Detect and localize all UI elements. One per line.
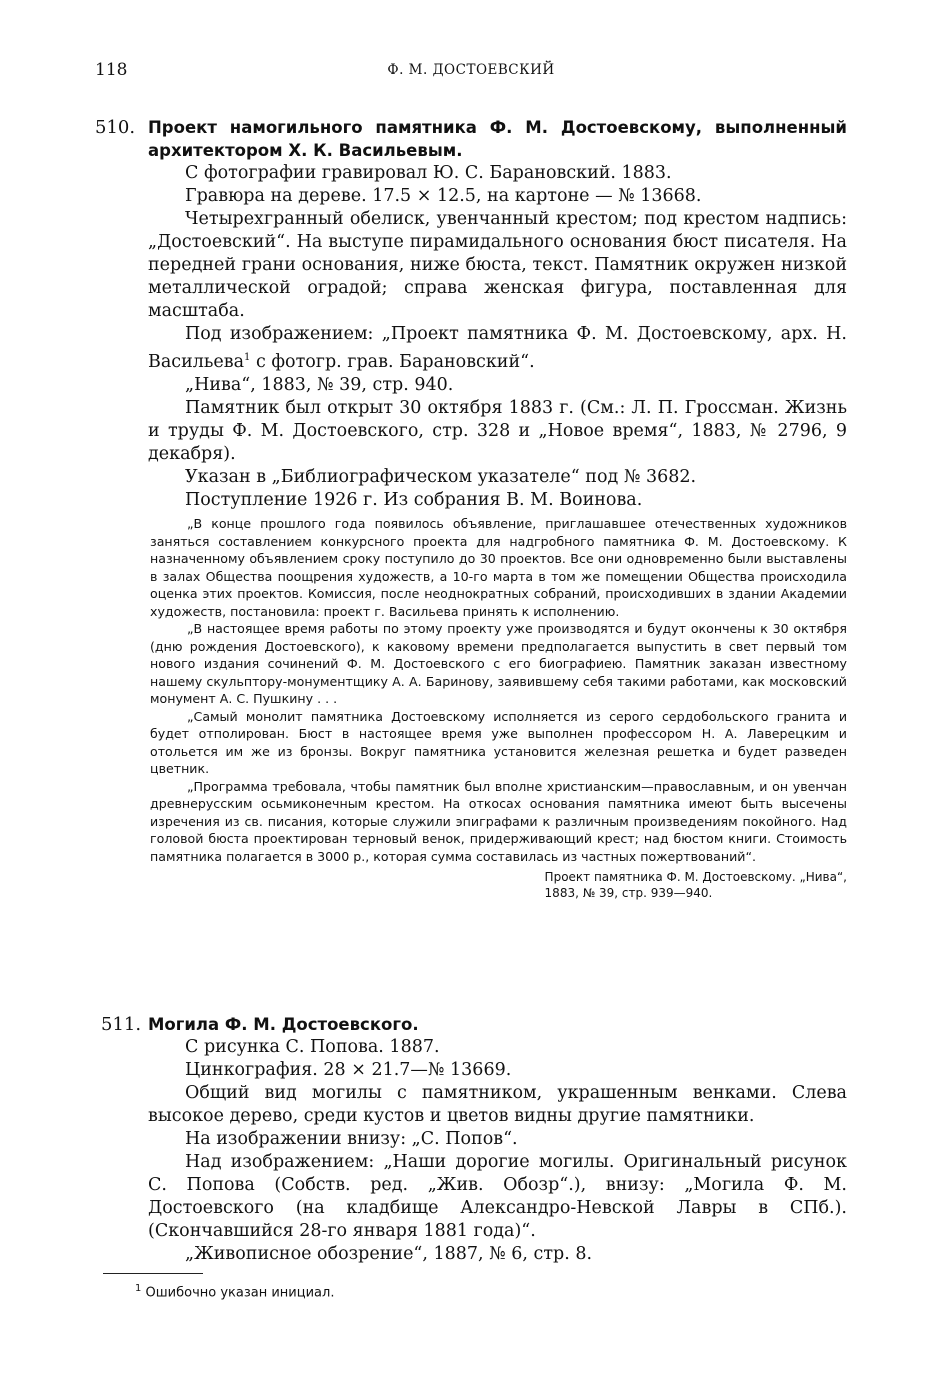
entry-510: [95, 116, 847, 512]
entry-510-title: Проект намогильного памятника Ф. М. Достоевскому, выполненный архитектором Х. К. Васильевым.: [148, 118, 847, 160]
footnote: [135, 1283, 334, 1300]
entry-511-number: 511.: [101, 1014, 142, 1035]
entry-510-biblio: Указан в „Библиографическом указателе“ под № 3682.: [185, 466, 697, 487]
page-number: 118: [95, 60, 128, 80]
entry-511-source: „Живописное обозрение“, 1887, № 6, стр. 8.: [185, 1244, 593, 1264]
footnote-text: Ошибочно указан инициал.: [145, 1285, 335, 1301]
entry-510-number: 510.: [95, 117, 136, 138]
entry-510-niva: „Нива“, 1883, № 39, стр. 940.: [185, 374, 454, 395]
quote-paragraph-3: „Самый монолит памятника Достоевскому исполняется из серого сердобольского гранита и будет отполирован. Бюст в настоящее время уже выполнен профессором Н. А. Лаверецким и отольется им же из бронзы. Вокруг памятника установится железная решетка и будет разведен цветник.: [150, 708, 847, 776]
footnote-ref: 1: [244, 352, 251, 363]
entry-511: [95, 1013, 847, 1266]
entry-511-heading: [95, 1013, 847, 1036]
quote-paragraph-2: „В настоящее время работы по этому проекту уже производятся и будут окончены к 30 октября (дню рождения Достоевского), к каковому времени предполагается выпустить в свет первый том нового издания сочинений Ф. М. Достоевского с его биографиею. Памятник заказан известному нашему скульптору-монументщику А. А. Баринову, заявившему себя такими работами, как московский монумент А. С. Пушкину . . .: [150, 621, 847, 706]
entry-511-body: [148, 1036, 847, 1266]
quotation-block: [150, 515, 847, 901]
quote-source: [150, 869, 847, 901]
entry-510-acquisition: Поступление 1926 г. Из собрания В. М. Воинова.: [185, 489, 643, 510]
entry-510-under-image: [148, 323, 847, 374]
entry-510-description: Четырехгранный обелиск, увенчанный крестом; под крестом надпись: „Достоевский“. На выступе пирамидального основания бюст писателя. На передней грани основания, ниже бюста, текст. Памятник окружен низкой металлической оградой; справа женская фигура, поставленная для масштаба.: [148, 209, 847, 321]
entry-510-under-image-rest: с фотогр. грав. Барановский“.: [250, 351, 535, 372]
entry-510-under-image-text: Под изображением: „Проект памятника Ф. М. Достоевскому, арх. Н. Васильева: [148, 324, 847, 372]
quote-source-line1: Проект памятника Ф. М. Достоевскому. „Нива“,: [544, 870, 847, 884]
quote-paragraph-4: „Программа требовала, чтобы памятник был вполне христианским—православным, и он увенчан древнерусским осьмиконечным крестом. На откосах основания памятника имеют быть высечены изречения из св. писания, которые служили эпиграфами к различным произведениям покойного. Над головой бюста проектирован терновый венок, придерживающий крест; над бюстом книги. Стоимость памятника полагается в 3000 р., которая сумма составилась из частных пожертвований“.: [150, 778, 847, 864]
entry-511-description: Общий вид могилы с памятником, украшенным венками. Слева высокое дерево, среди кустов и цветов видны другие памятники.: [148, 1083, 847, 1126]
entry-510-opened: Памятник был открыт 30 октября 1883 г. (См.: Л. П. Гроссман. Жизнь и труды Ф. М. Достоевского, стр. 328 и „Новое время“, 1883, № 2796, 9 декабря).: [148, 397, 847, 464]
quote-source-line2: 1883, № 39, стр. 939—940.: [544, 886, 713, 900]
entry-511-below: На изображении внизу: „С. Попов“.: [185, 1129, 518, 1149]
entry-510-line1: С фотографии гравировал Ю. С. Барановский. 1883.: [185, 163, 672, 183]
running-head: Ф. М. ДОСТОЕВСКИЙ: [387, 62, 555, 78]
entry-511-line1: С рисунка С. Попова. 1887.: [185, 1037, 440, 1057]
page-header: [95, 60, 847, 82]
entry-511-above: Над изображением: „Наши дорогие могилы. Оригинальный рисунок С. Попова (Собств. ред. „Жив. Обозр“.), внизу: „Могила Ф. М. Достоевского (на кладбище Александро-Невской Лавры в СПб.). (Скончавшийся 28-го января 1881 года)“.: [148, 1152, 847, 1241]
quote-paragraph-1: „В конце прошлого года появилось объявление, приглашавшее отечественных художников заняться составлением конкурсного проекта для надгробного памятника Ф. М. Достоевскому. К назначенному объявлением сроку поступило до 30 проектов. Все они одновременно были выставлены в залах Общества поощрения художеств, а 10-го марта в том же помещении Общества происходила оценка этих проектов. Комиссия, после неоднократных собраний, происходивших в здании Академии художеств, постановила: проект г. Васильева принять к исполнению.: [150, 516, 847, 619]
footnote-rule: [103, 1273, 203, 1274]
entry-510-body: [148, 162, 847, 512]
entry-510-line2: Гравюра на дереве. 17.5 × 12.5, на картоне — № 13668.: [185, 186, 702, 206]
entry-511-title: Могила Ф. М. Достоевского.: [148, 1015, 419, 1034]
entry-510-heading: [95, 116, 847, 162]
footnote-mark: 1: [135, 1283, 142, 1294]
entry-511-line2: Цинкография. 28 × 21.7—№ 13669.: [185, 1060, 512, 1080]
